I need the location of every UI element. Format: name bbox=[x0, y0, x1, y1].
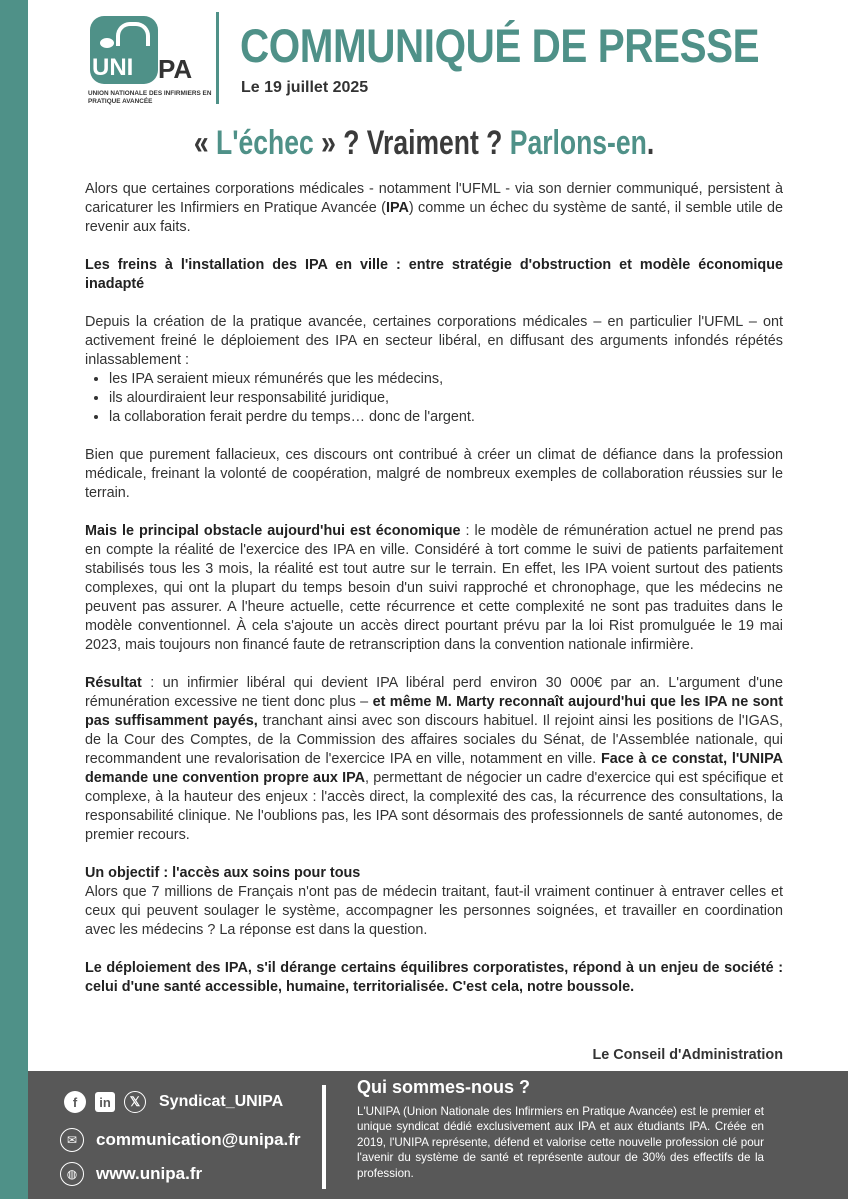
globe-icon: ◍ bbox=[60, 1162, 84, 1186]
p3-text: : le modèle de rémunération actuel ne prend pas en compte la réalité de l'exercice des IPA en ville. Considéré à tort comme le suivi de patients parfaitement stabilisés tous les 3 mois, la réalité est tout autre sur le terrain. En effet, les IPA voient surtout des patients complexes, qui ont la plupart du temps besoin d'un suivi rapproché et chronophage, que les médecins ne peuvent pas assurer. A l'heure actuelle, cette récurrence et cette complexité ne sont pas traduites dans le modèle conventionnel. À cela s'ajoute un accès direct pourtant prévu par la loi Rist promulguée le 19 mai 2023, mais toujours non financé faute de retranscription dans la convention nationale infirmière. bbox=[85, 523, 783, 653]
social-handle[interactable]: Syndicat_UNIPA bbox=[159, 1093, 284, 1110]
page-title: COMMUNIQUÉ DE PRESSE bbox=[240, 19, 760, 72]
email-row[interactable] bbox=[60, 1128, 301, 1152]
footer-divider bbox=[322, 1085, 326, 1189]
press-body bbox=[85, 180, 783, 997]
headline-middle: » ? Vraiment ? bbox=[313, 124, 510, 162]
logo-subtitle: UNION NATIONALE DES INFIRMIERS EN PRATIQUE AVANCÉE bbox=[88, 90, 212, 105]
p4-bold-3: Face à ce constat, l'UNIPA demande une convention propre aux IPA bbox=[85, 751, 783, 786]
email-link[interactable]: communication@unipa.fr bbox=[96, 1130, 301, 1149]
header-divider bbox=[216, 12, 219, 104]
about-section bbox=[357, 1077, 764, 1181]
paragraph-1: Depuis la création de la pratique avancée, certaines corporations médicales – en particulier l'UFML – ont activement freiné le déploiement des IPA en secteur libéral, en diffusant des arguments infondés répétés inlassablement : bbox=[85, 314, 783, 368]
linkedin-icon[interactable]: in bbox=[95, 1092, 115, 1112]
press-date: Le 19 juillet 2025 bbox=[241, 79, 369, 96]
x-icon[interactable]: 𝕏 bbox=[124, 1091, 146, 1113]
paragraph-4 bbox=[85, 674, 783, 845]
list-item: • ils alourdiraient leur responsabilité juridique, bbox=[109, 389, 783, 408]
section1-title: Les freins à l'installation des IPA en ville : entre stratégie d'obstruction et modèle économique inadapté bbox=[85, 257, 783, 292]
p4-bold-2: et même M. Marty reconnaît aujourd'hui que les IPA ne sont pas suffisamment payés, bbox=[85, 694, 783, 729]
p4-text-a: : un infirmier libéral qui devient IPA libéral perd environ 30 000€ par an. L'argument d'une rémunération excessive ne tient donc plus – bbox=[85, 675, 783, 710]
logo-swirl-dot bbox=[100, 38, 114, 48]
headline-accent: Parlons-en bbox=[509, 124, 647, 162]
website-row[interactable] bbox=[60, 1162, 202, 1186]
logo-swirl bbox=[116, 22, 150, 46]
section-heading-1 bbox=[85, 256, 783, 294]
social-links bbox=[64, 1091, 283, 1113]
website-link[interactable]: www.unipa.fr bbox=[96, 1164, 203, 1183]
p3-bold: Mais le principal obstacle aujourd'hui est économique bbox=[85, 523, 461, 539]
list-item: • les IPA seraient mieux rémunérés que les médecins, bbox=[109, 370, 783, 389]
headline-word: L'échec bbox=[215, 124, 314, 162]
paragraph-2: Bien que purement fallacieux, ces discours ont contribué à créer un climat de défiance dans la profession médicale, freinant la volonté de coopération, malgré de nombreux exemples de collaboration réussies sur le terrain. bbox=[85, 447, 783, 501]
p4-text-b: tranchant ainsi avec son discours habituel. Il rejoint ainsi les positions de l'IGAS, de la Cour des Comptes, de la Commission des affaires sociales du Sénat, de l'Assemblée nationale, qui recommandent une revalorisation de l'exercice IPA en ville, notamment en ville. bbox=[85, 713, 783, 767]
section-heading-2 bbox=[85, 864, 783, 883]
headline-open: « bbox=[193, 124, 216, 162]
signature: Le Conseil d'Administration bbox=[592, 1047, 783, 1063]
intro-paragraph bbox=[85, 180, 783, 237]
p4-bold-1: Résultat bbox=[85, 675, 142, 691]
logo-uni-text: UNI bbox=[92, 54, 134, 81]
unipa-logo bbox=[86, 16, 211, 112]
intro-bold: IPA bbox=[385, 200, 409, 216]
conclusion-text: Le déploiement des IPA, s'il dérange certains équilibres corporatistes, répond à un enjeu de société : celui d'une santé accessible, humaine, territorialisée. C'est cela, notre boussole. bbox=[85, 960, 783, 995]
section2-title: Un objectif : l'accès aux soins pour tous bbox=[85, 865, 361, 881]
facebook-icon[interactable]: f bbox=[64, 1091, 86, 1113]
paragraph-5: Alors que 7 millions de Français n'ont pas de médecin traitant, faut-il vraiment continuer à entraver celles et ceux qui peuvent soulager le système, accompagner les personnes soignées, et travailler en coordination avec les médecins ? La réponse est dans la question. bbox=[85, 884, 783, 938]
paragraph-3 bbox=[85, 522, 783, 655]
mail-icon: ✉ bbox=[60, 1128, 84, 1152]
headline bbox=[0, 124, 848, 163]
conclusion bbox=[85, 959, 783, 997]
intro-text-1: Alors que certaines corporations médicales - notamment l'UFML - via son dernier communiqué, persistent à caricaturer les Infirmiers en Pratique Avancée ( bbox=[85, 181, 783, 216]
footer bbox=[28, 1071, 848, 1199]
intro-text-2: ) comme un échec du système de santé, il semble utile de revenir aux faits. bbox=[85, 200, 784, 235]
headline-end: . bbox=[646, 124, 655, 162]
about-text: L'UNIPA (Union Nationale des Infirmiers en Pratique Avancée) est le premier et unique syndicat dédié exclusivement aux IPA et aux étudiants IPA. Créée en 2019, l'UNIPA représente, défend et valorise cette nouvelle profession clé pour l'avenir du système de santé et représente autour de 30% des effectifs de la profession. bbox=[357, 1105, 764, 1180]
list-item: • la collaboration ferait perdre du temps… donc de l'argent. bbox=[109, 408, 783, 427]
p4-text-c: , permettant de négocier un cadre d'exercice qui est spécifique et complexe, à la hauteur des enjeux : l'accès direct, la complexité des cas, la récurrence des consultations, la responsabilité clinique. Ne l'oublions pas, les IPA sont désormais des professionnels de santé autonomes, de premier recours. bbox=[85, 770, 784, 843]
bullet-list bbox=[85, 370, 783, 427]
side-accent-bar bbox=[0, 0, 28, 1199]
logo-pa-text: PA bbox=[158, 54, 193, 84]
about-title: Qui sommes-nous ? bbox=[357, 1077, 531, 1097]
